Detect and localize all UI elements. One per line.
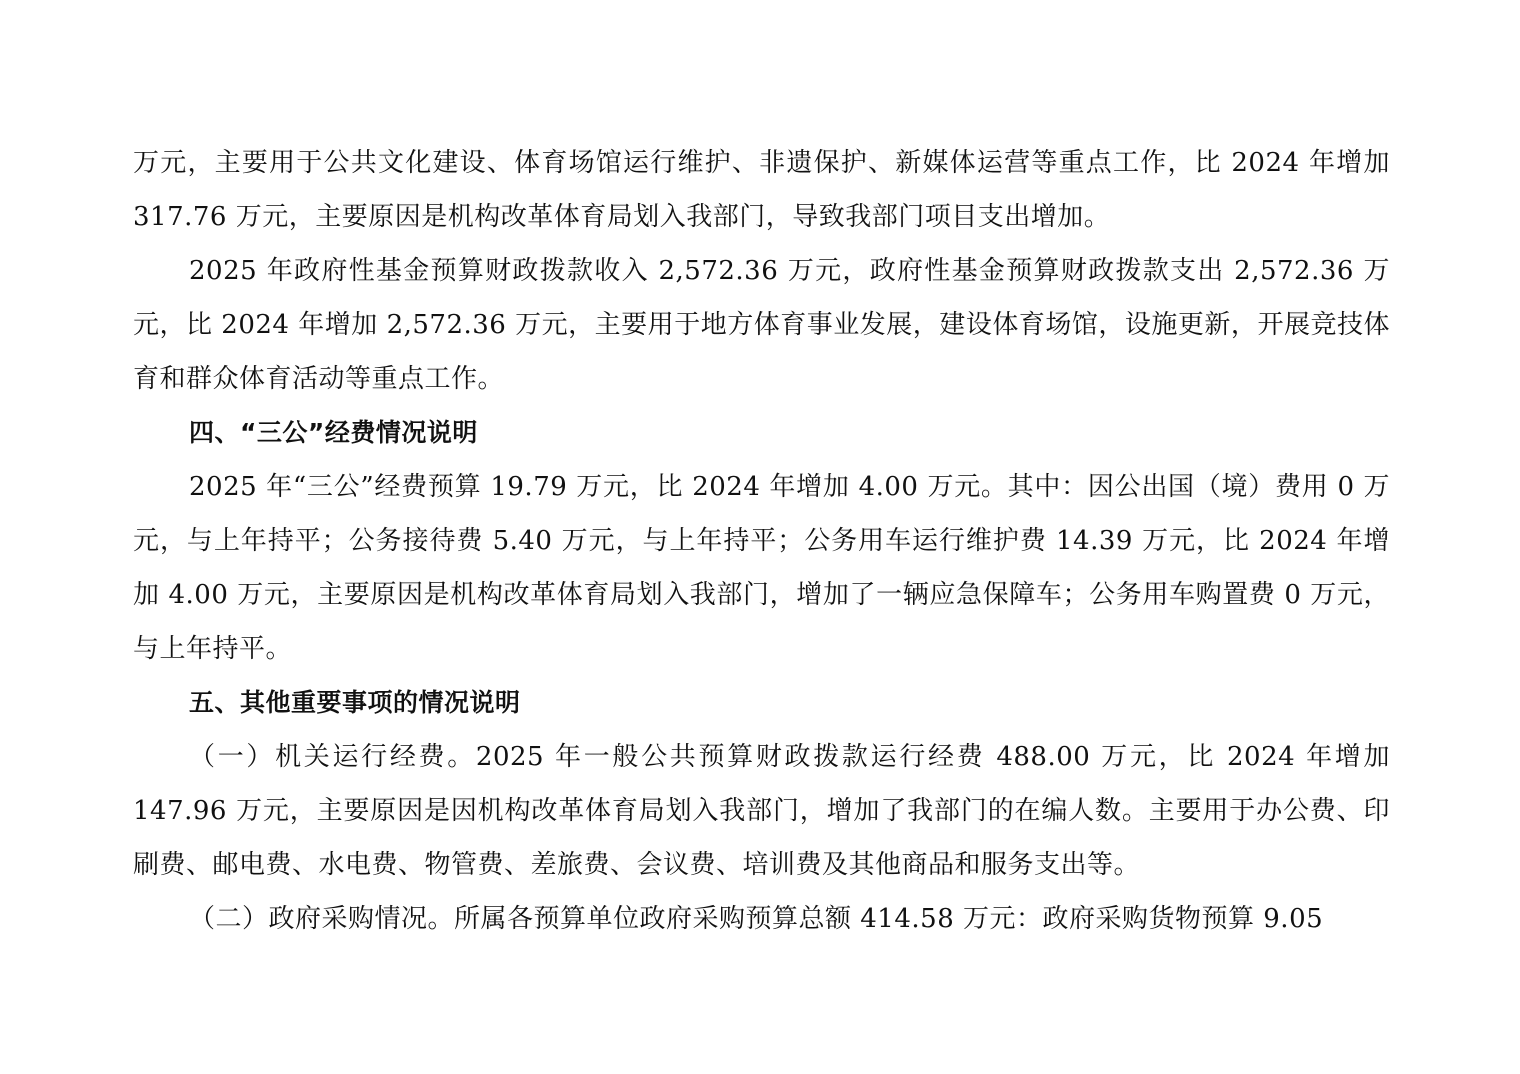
paragraph-operating-expenses: （一）机关运行经费。2025 年一般公共预算财政拨款运行经费 488.00 万元，比 2024 年增加 147.96 万元，主要原因是因机构改革体育局划入我部门，增加了我部门的在编人数。主要用于办公费、印刷费、邮电费、水电费、物管费、差旅费、会议费、培训费及其他商品和服务支出等。 [133, 742, 1390, 880]
document-body [133, 136, 1390, 946]
paragraph-three-public-budget: 2025 年“三公”经费预算 19.79 万元，比 2024 年增加 4.00 万元。其中：因公出国（境）费用 0 万元，与上年持平；公务接待费 5.40 万元，与上年持平；公务用车运行维护费 14.39 万元，比 2024 年增加 4.00 万元，主要原因是机构改革体育局划入我部门，增加了一辆应急保障车；公务用车购置费 0 万元，与上年持平。 [133, 472, 1390, 664]
paragraph-project-expenditure: 万元，主要用于公共文化建设、体育场馆运行维护、非遗保护、新媒体运营等重点工作，比 2024 年增加 317.76 万元，主要原因是机构改革体育局划入我部门，导致我部门项目支出增加。 [133, 148, 1390, 232]
section-heading-other-matters: 五、其他重要事项的情况说明 [189, 688, 521, 717]
section-heading-three-public: 四、“三公”经费情况说明 [189, 418, 478, 447]
paragraph-government-procurement: （二）政府采购情况。所属各预算单位政府采购预算总额 414.58 万元：政府采购货物预算 9.05 [189, 904, 1324, 934]
paragraph-government-fund: 2025 年政府性基金预算财政拨款收入 2,572.36 万元，政府性基金预算财政拨款支出 2,572.36 万元，比 2024 年增加 2,572.36 万元，主要用于地方体育事业发展，建设体育场馆，设施更新，开展竞技体育和群众体育活动等重点工作。 [133, 256, 1390, 394]
